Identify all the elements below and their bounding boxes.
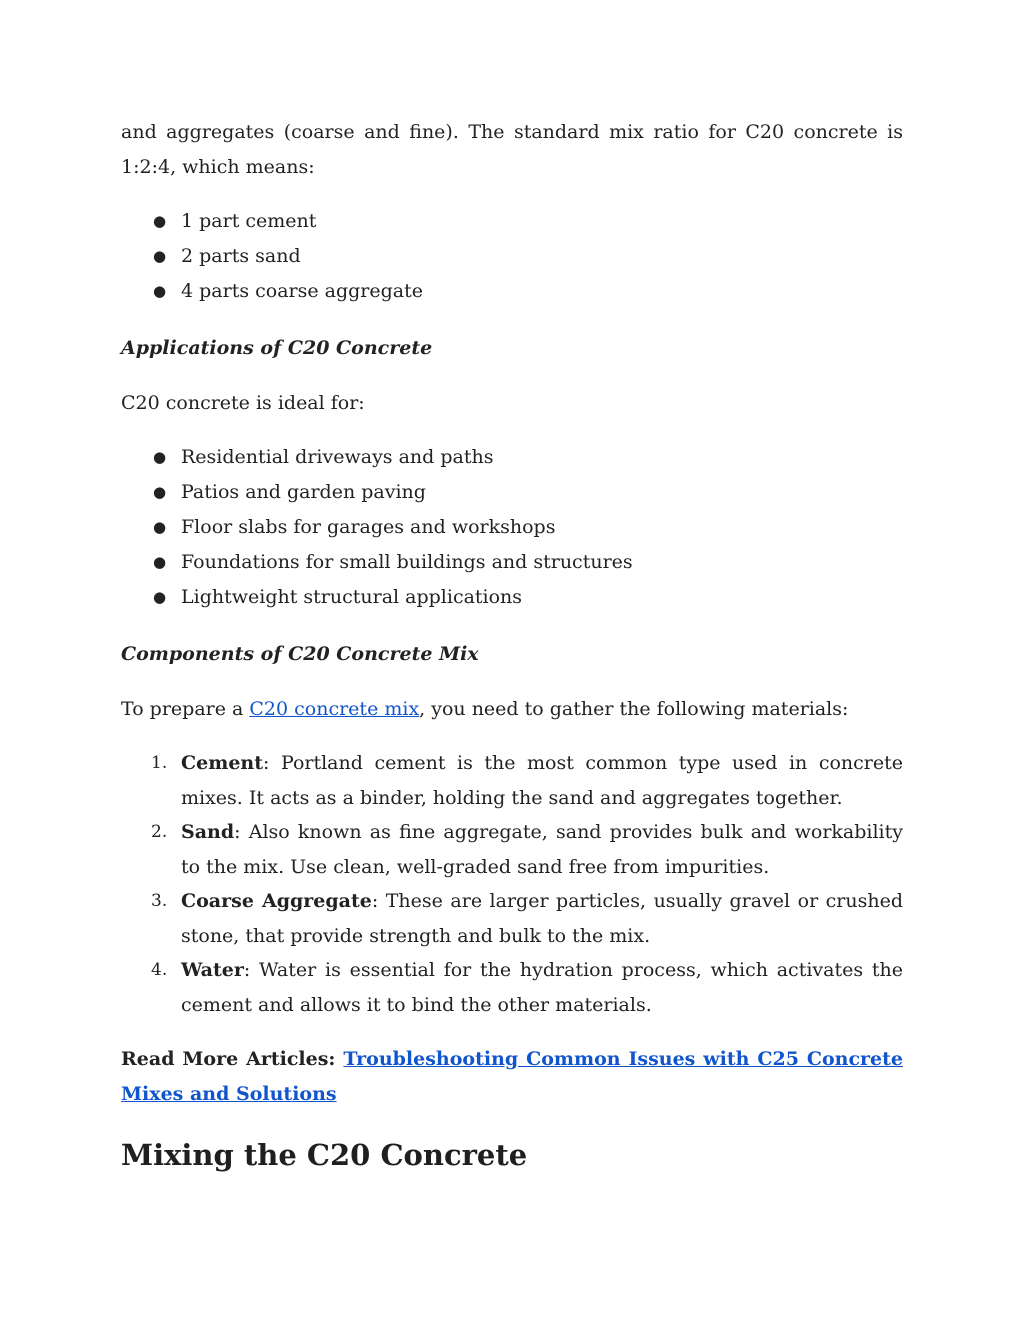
list-item (121, 815, 903, 884)
list-item-text: : Portland cement is the most common type used in concrete mixes. It acts as a binder, holding the sand and aggregates together. (181, 752, 903, 809)
read-more-article-link[interactable]: Troubleshooting Common Issues with C25 Concrete Mixes and Solutions (121, 1048, 903, 1105)
list-item (121, 746, 903, 815)
list-item (121, 884, 903, 953)
bullet-icon: ● (153, 282, 167, 300)
list-item (121, 440, 903, 475)
list-item (121, 545, 903, 580)
list-item-text: 1 part cement (181, 210, 317, 232)
list-item (121, 953, 903, 1022)
components-list (121, 746, 903, 1022)
list-item-term: Coarse Aggregate (181, 890, 372, 912)
list-item (121, 510, 903, 545)
list-item-text: 4 parts coarse aggregate (181, 280, 423, 302)
read-more-label: Read More Articles: (121, 1048, 336, 1070)
list-item-text: : These are larger particles, usually gravel or crushed stone, that provide strength and bulk to the mix. (181, 890, 904, 947)
list-item-term: Sand (181, 821, 235, 843)
list-item-text: Residential driveways and paths (181, 446, 494, 468)
components-lead (121, 692, 848, 727)
list-item-term: Cement (181, 752, 263, 774)
list-item-text: Floor slabs for garages and workshops (181, 516, 556, 538)
components-heading: Components of C20 Concrete Mix (121, 643, 479, 665)
bullet-icon: ● (153, 247, 167, 265)
intro-paragraph: and aggregates (coarse and fine). The standard mix ratio for C20 concrete is 1:2:4, which means: (121, 121, 903, 178)
list-number: 3. (151, 891, 168, 911)
list-item (121, 239, 903, 274)
list-number: 1. (151, 753, 168, 773)
bullet-icon: ● (153, 553, 167, 571)
applications-heading: Applications of C20 Concrete (121, 337, 433, 359)
list-item-term: Water (181, 959, 244, 981)
list-item-text: : Also known as fine aggregate, sand provides bulk and workability to the mix. Use clean, well-graded sand free from impurities. (181, 821, 903, 878)
bullet-icon: ● (153, 518, 167, 536)
components-lead-start: To prepare a (121, 698, 250, 720)
components-lead-end: , you need to gather the following materials: (419, 698, 849, 720)
list-item-text: Foundations for small buildings and structures (181, 551, 633, 573)
list-item (121, 274, 903, 309)
list-item-text: : Water is essential for the hydration process, which activates the cement and allows it to bind the other materials. (181, 959, 903, 1016)
list-number: 2. (151, 822, 168, 842)
ratio-list (121, 204, 903, 309)
list-item-text: 2 parts sand (181, 245, 301, 267)
bullet-icon: ● (153, 588, 167, 606)
c20-concrete-mix-link[interactable]: C20 concrete mix (249, 698, 420, 720)
list-item-text: Lightweight structural applications (181, 586, 523, 608)
list-number: 4. (151, 960, 168, 980)
section-heading: Mixing the C20 Concrete (121, 1138, 528, 1172)
applications-list (121, 440, 903, 615)
list-item (121, 475, 903, 510)
bullet-icon: ● (153, 483, 167, 501)
bullet-icon: ● (153, 212, 167, 230)
list-item-text: Patios and garden paving (181, 481, 426, 503)
read-more-paragraph (121, 1042, 903, 1111)
list-item (121, 204, 903, 239)
bullet-icon: ● (153, 448, 167, 466)
applications-lead: C20 concrete is ideal for: (121, 392, 365, 414)
list-item (121, 580, 903, 615)
